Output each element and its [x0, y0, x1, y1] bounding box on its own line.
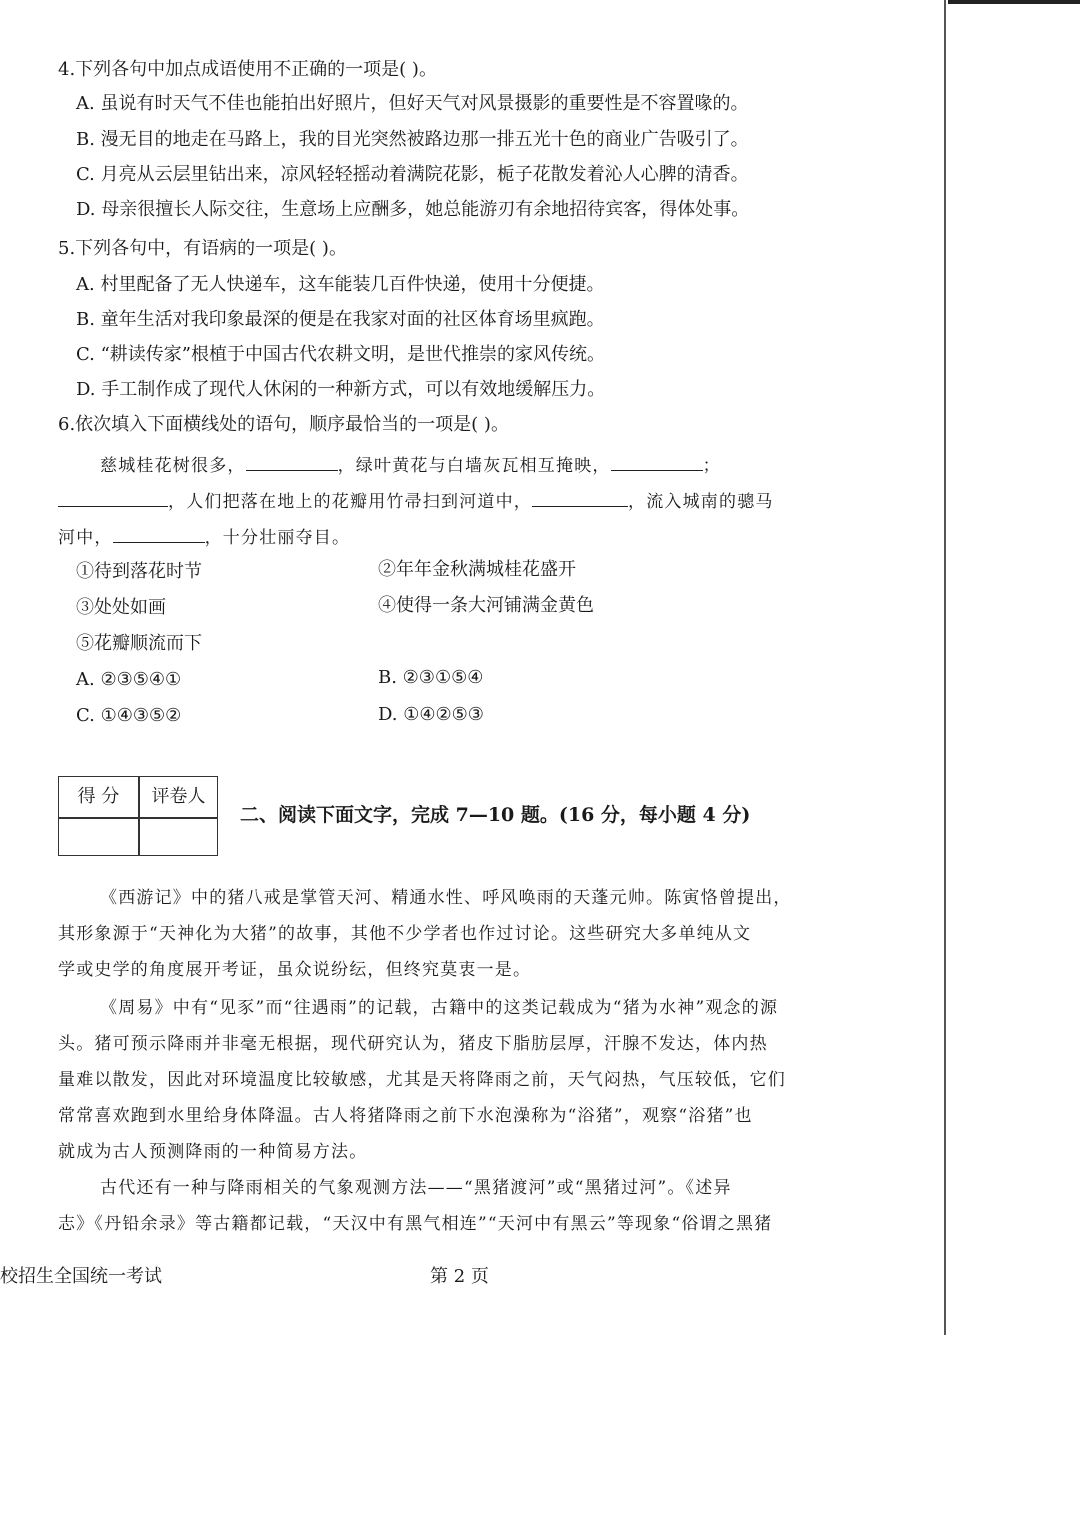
- q5-option-a: A. 村里配备了无人快递车，这车能装几百件快递，使用十分便捷。: [76, 274, 605, 295]
- table-divider: [59, 817, 217, 819]
- page-edge-line: [944, 0, 946, 1335]
- fill-blank: [113, 524, 205, 543]
- q4-option-a: A. 虽说有时天气不佳也能拍出好照片，但好天气对风景摄影的重要性是不容置喙的。: [76, 93, 749, 114]
- passage-line: 志》《丹铅余录》等古籍都记载，“天汉中有黑气相连”“天河中有黑云”等现象“俗谓之黑猪: [58, 1214, 773, 1234]
- q6-sentence-5: ⑤花瓣顺流而下: [76, 633, 202, 654]
- passage-line: 就成为古人预测降雨的一种简易方法。: [58, 1142, 368, 1162]
- q6-passage-text: 河中，: [58, 528, 113, 548]
- q5-option-c: C. “耕读传家”根植于中国古代农耕文明，是世代推崇的家风传统。: [76, 344, 605, 365]
- fill-blank: [532, 488, 628, 507]
- section-title: 二、阅读下面文字，完成 7—10 题。(16 分，每小题 4 分): [240, 804, 751, 826]
- grader-header: 评卷人: [151, 786, 206, 807]
- q5-option-b: B. 童年生活对我印象最深的便是在我家对面的社区体育场里疯跑。: [76, 309, 605, 330]
- table-divider: [138, 777, 140, 855]
- passage-line: 常常喜欢跑到水里给身体降温。古人将猪降雨之前下水泡澡称为“浴猪”，观察“浴猪”也: [58, 1106, 753, 1126]
- q6-passage-text: 慈城桂花树很多，: [100, 456, 246, 476]
- q4-option-c: C. 月亮从云层里钻出来，凉风轻轻摇动着满院花影，栀子花散发着沁人心脾的清香。: [76, 164, 749, 185]
- q6-passage-text: ，十分壮丽夺目。: [204, 528, 351, 548]
- passage-line: 《西游记》中的猪八戒是掌管天河、精通水性、呼风唤雨的天蓬元帅。陈寅恪曾提出，: [100, 888, 792, 908]
- q6-passage-line3: [58, 524, 350, 550]
- q6-option-b: B. ②③①⑤④: [378, 667, 484, 688]
- q6-sentence-4: ④使得一条大河铺满金黄色: [378, 595, 594, 616]
- q6-passage-line1: [100, 452, 721, 478]
- q6-passage-text: ，绿叶黄花与白墙灰瓦相互掩映，: [337, 456, 611, 476]
- passage-line: 其形象源于“天神化为大猪”的故事，其他不少学者也作过讨论。这些研究大多单纯从文: [58, 924, 752, 944]
- q4-option-d: D. 母亲很擅长人际交往，生意场上应酬多，她总能游刃有余地招待宾客，得体处事。: [76, 199, 750, 220]
- corner-mark: [948, 0, 1080, 4]
- q6-option-d: D. ①④②⑤③: [378, 704, 484, 725]
- q6-option-c: C. ①④③⑤②: [76, 705, 182, 726]
- footer-exam-name: 校招生全国统一考试: [0, 1266, 162, 1287]
- passage-line: 量难以散发，因此对环境温度比较敏感，尤其是天将降雨之前，天气闷热，气压较低，它们: [58, 1070, 786, 1090]
- fill-blank: [246, 452, 338, 471]
- footer-page-number: 第 2 页: [430, 1266, 489, 1287]
- passage-line: 学或史学的角度展开考证，虽众说纷纭，但终究莫衷一是。: [58, 960, 532, 980]
- q4-stem: 4.下列各句中加点成语使用不正确的一项是( )。: [58, 59, 437, 80]
- fill-blank: [611, 452, 703, 471]
- passage-line: 头。猪可预示降雨并非毫无根据，现代研究认为，猪皮下脂肪层厚，汗腺不发达，体内热: [58, 1034, 768, 1054]
- q6-option-a: A. ②③⑤④①: [76, 669, 182, 690]
- q6-passage-text: ，人们把落在地上的花瓣用竹帚扫到河道中，: [168, 492, 532, 512]
- q6-stem: 6.依次填入下面横线处的语句，顺序最恰当的一项是( )。: [58, 414, 509, 435]
- q5-option-d: D. 手工制作成了现代人休闲的一种新方式，可以有效地缓解压力。: [76, 379, 606, 400]
- score-header: 得 分: [77, 786, 120, 807]
- q5-stem: 5.下列各句中，有语病的一项是( )。: [58, 238, 347, 259]
- score-table: [58, 776, 218, 856]
- fill-blank: [58, 488, 168, 507]
- q6-sentence-3: ③处处如画: [76, 597, 166, 618]
- q6-passage-line2: [58, 488, 774, 514]
- q4-option-b: B. 漫无目的地走在马路上，我的目光突然被路边那一排五光十色的商业广告吸引了。: [76, 129, 749, 150]
- q6-passage-text: ；: [702, 456, 721, 476]
- q6-sentence-2: ②年年金秋满城桂花盛开: [378, 559, 576, 580]
- passage-line: 《周易》中有“见豕”而“往遇雨”的记载，古籍中的这类记载成为“猪为水神”观念的源: [100, 998, 779, 1018]
- q6-sentence-1: ①待到落花时节: [76, 561, 202, 582]
- q6-passage-text: ，流入城南的骢马: [628, 492, 774, 512]
- passage-line: 古代还有一种与降雨相关的气象观测方法——“黑猪渡河”或“黑猪过河”。《述异: [100, 1178, 732, 1198]
